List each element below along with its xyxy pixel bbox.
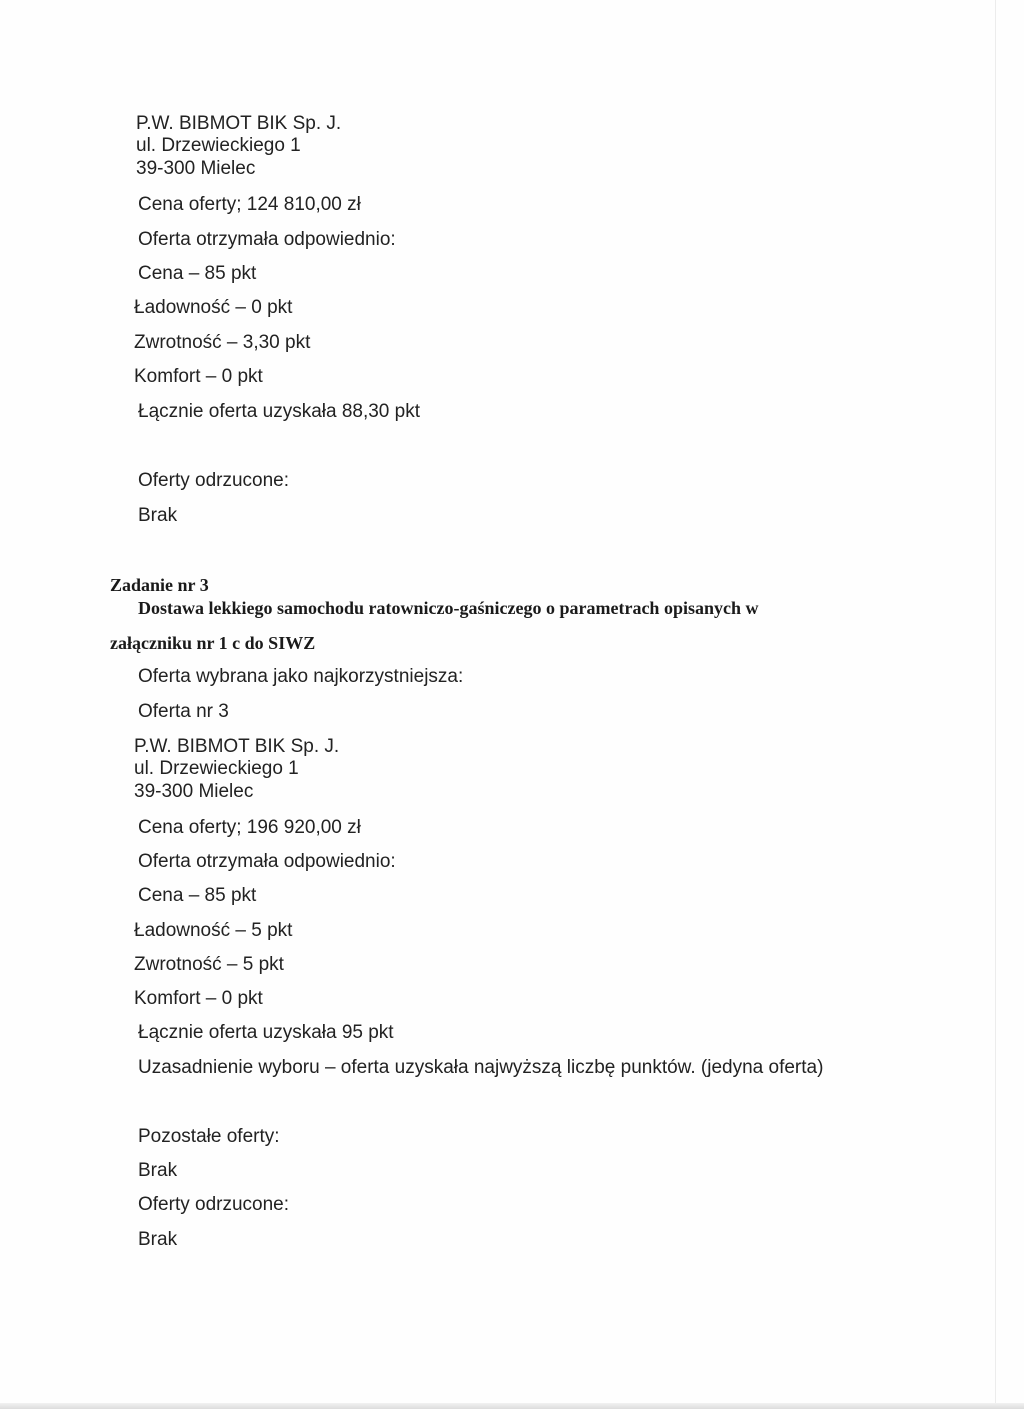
selection-justification: Uzasadnienie wyboru – oferta uzyskała najwyższą liczbę punktów. (jedyna oferta) [138,1057,824,1078]
task-description-line1: Dostawa lekkiego samochodu ratowniczo-gaśniczego o parametrach opisanych w [138,598,759,618]
offer-price: Cena oferty; 196 920,00 zł [138,817,361,838]
task-description-line2: załączniku nr 1 c do SIWZ [110,633,316,653]
score-total: Łącznie oferta uzyskała 88,30 pkt [138,401,421,422]
rejected-offers-value: Brak [138,505,178,526]
company-city: 39-300 Mielec [134,781,254,802]
company-name: P.W. BIBMOT BIK Sp. J. [134,736,340,757]
offer-received-label: Oferta otrzymała odpowiednio: [138,229,396,250]
rejected-offers-label: Oferty odrzucone: [138,470,290,491]
task-heading: Zadanie nr 3 [110,575,209,595]
company-street: ul. Drzewieckiego 1 [136,135,301,156]
chosen-offer-number: Oferta nr 3 [138,701,229,722]
score-turning: Zwrotność – 3,30 pkt [134,332,311,353]
offer-received-label: Oferta otrzymała odpowiednio: [138,851,396,872]
offer-price: Cena oferty; 124 810,00 zł [138,194,361,215]
company-name: P.W. BIBMOT BIK Sp. J. [136,113,342,134]
other-offers-value: Brak [138,1160,178,1181]
score-price: Cena – 85 pkt [138,263,257,284]
score-total: Łącznie oferta uzyskała 95 pkt [138,1022,394,1043]
chosen-offer-label: Oferta wybrana jako najkorzystniejsza: [138,666,464,687]
score-capacity: Ładowność – 0 pkt [134,297,293,318]
score-price: Cena – 85 pkt [138,885,257,906]
scan-edge-right [995,0,996,1409]
company-city: 39-300 Mielec [136,158,256,179]
other-offers-label: Pozostałe oferty: [138,1126,280,1147]
rejected-offers-label: Oferty odrzucone: [138,1194,290,1215]
score-comfort: Komfort – 0 pkt [134,366,263,387]
score-turning: Zwrotność – 5 pkt [134,954,284,975]
company-street: ul. Drzewieckiego 1 [134,758,299,779]
scan-edge-bottom [0,1403,1024,1409]
score-comfort: Komfort – 0 pkt [134,988,263,1009]
score-capacity: Ładowność – 5 pkt [134,920,293,941]
rejected-offers-value: Brak [138,1229,178,1250]
